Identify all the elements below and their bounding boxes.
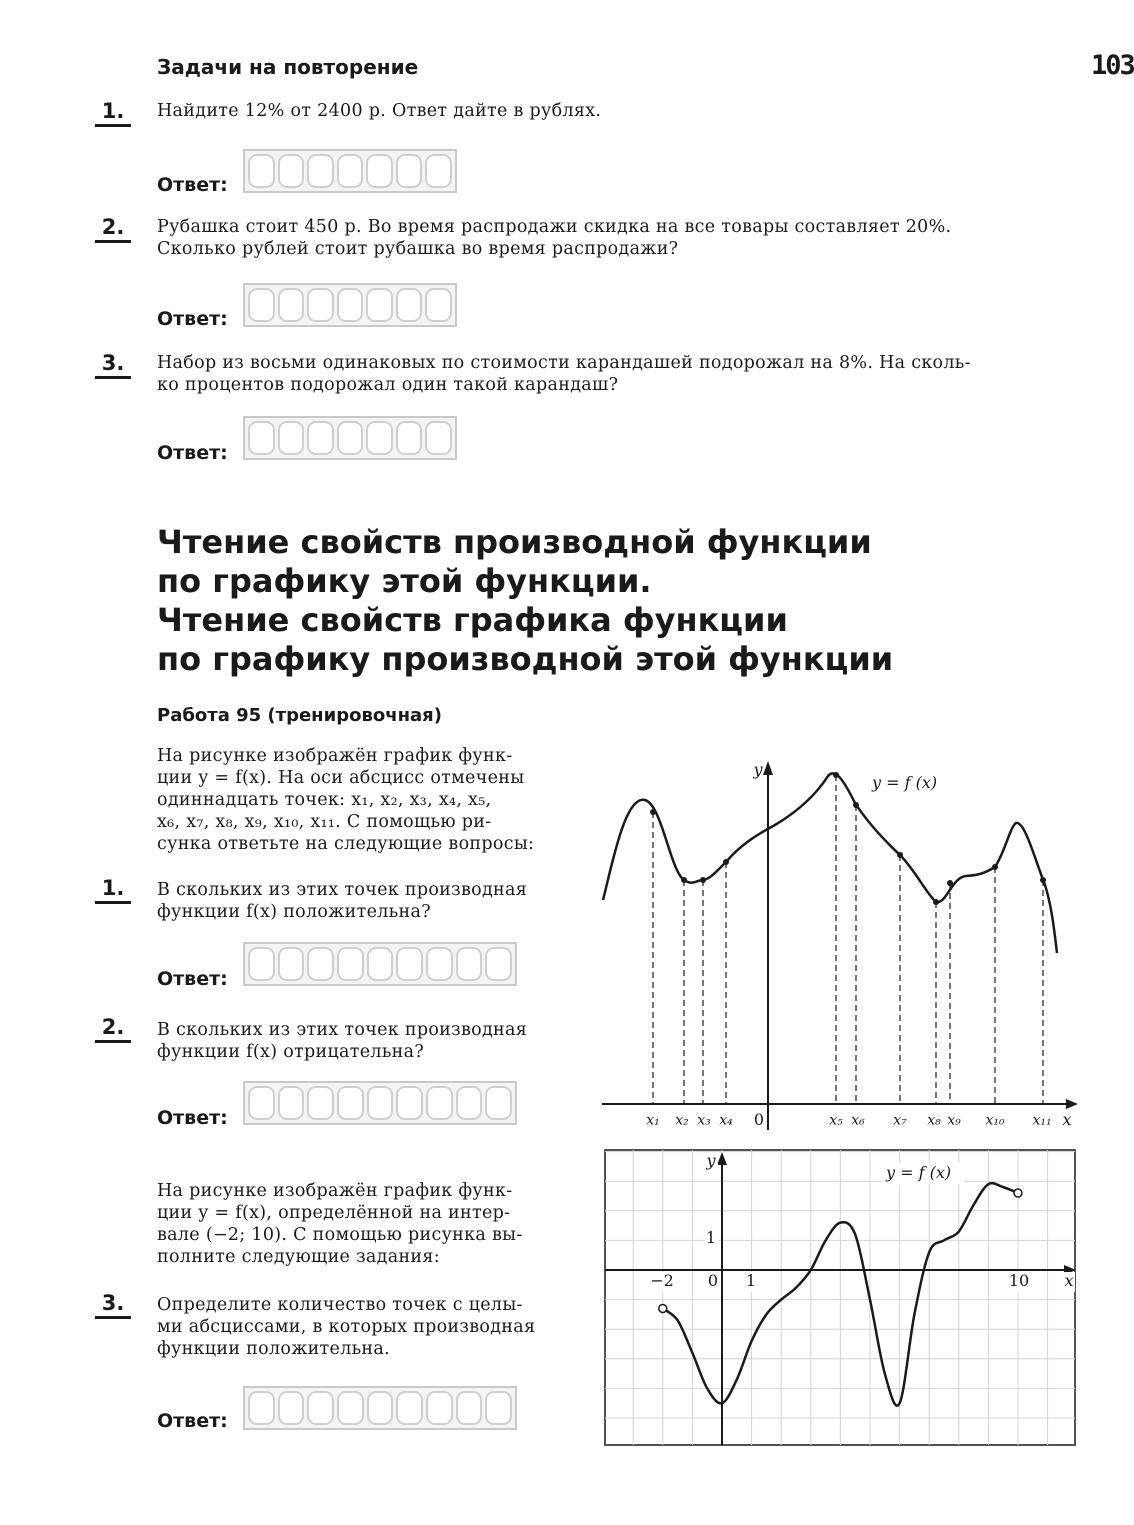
work-intro-2 — [157, 1180, 577, 1268]
answer-cell[interactable] — [426, 1391, 453, 1425]
answer-cell[interactable] — [396, 947, 423, 981]
work-intro-2-line-2: ции y = f(x), определённой на интер- — [157, 1203, 511, 1223]
graph1-point — [897, 852, 903, 858]
graph1-label-x1: x₁ — [646, 1112, 660, 1129]
review-task-3-text — [157, 352, 971, 396]
answer-cell[interactable] — [426, 947, 453, 981]
graph1-function-label: y = f (x) — [872, 773, 938, 792]
review-task-2-number: 2. — [95, 216, 131, 243]
review-answer-1-label: Ответ: — [157, 174, 228, 196]
review-answer-3-box[interactable] — [243, 416, 457, 460]
review-answer-3-label: Ответ: — [157, 442, 228, 464]
answer-cell[interactable] — [307, 947, 334, 981]
work-intro-2-line-1: На рисунке изображён график функ- — [157, 1181, 513, 1201]
answer-cell[interactable] — [367, 947, 394, 981]
work-answer-1-label: Ответ: — [157, 968, 228, 990]
answer-cell[interactable] — [396, 1086, 423, 1120]
answer-cell[interactable] — [456, 947, 483, 981]
work-task-1-text — [157, 879, 527, 923]
answer-cell[interactable] — [337, 154, 364, 188]
graph2-tick-ten: 10 — [1008, 1271, 1030, 1290]
graph1-point — [933, 899, 939, 905]
answer-cell[interactable] — [396, 1391, 423, 1425]
work-intro-1-line-3: одиннадцать точек: x₁, x₂, x₃, x₄, x₅, — [157, 790, 492, 810]
graph1-x-arrow — [1066, 1099, 1078, 1109]
answer-cell[interactable] — [248, 288, 275, 322]
answer-cell[interactable] — [485, 1391, 512, 1425]
section-title-line-3: Чтение свойств графика функции — [157, 601, 788, 639]
work-task-1-number: 1. — [95, 877, 131, 904]
answer-cell[interactable] — [337, 1391, 364, 1425]
graph2-tick-zero: 0 — [707, 1271, 719, 1290]
answer-cell[interactable] — [337, 288, 364, 322]
answer-cell[interactable] — [396, 154, 423, 188]
answer-cell[interactable] — [307, 288, 334, 322]
answer-cell[interactable] — [425, 154, 452, 188]
graph1-y-arrow — [763, 761, 773, 775]
answer-cell[interactable] — [248, 154, 275, 188]
work-intro-2-line-3: вале (−2; 10). С помощью рисунка вы- — [157, 1225, 523, 1245]
graph1-point — [681, 877, 687, 883]
answer-cell[interactable] — [456, 1086, 483, 1120]
graph2-y-label: y — [706, 1151, 716, 1170]
graph1-label-x2: x₂ — [675, 1112, 689, 1129]
graph1-label-x8: x₈ — [927, 1112, 941, 1129]
review-task-3-number: 3. — [95, 352, 131, 379]
work-task-2-line-1: В скольких из этих точек производная — [157, 1020, 528, 1040]
work-task-1-line-2: функции f(x) положительна? — [157, 902, 431, 922]
work-task-3-number: 3. — [95, 1292, 131, 1319]
work-answer-3-label: Ответ: — [157, 1410, 228, 1432]
graph1-label-x9: x₉ — [947, 1112, 961, 1129]
answer-cell[interactable] — [485, 947, 512, 981]
work-task-2-number: 2. — [95, 1016, 131, 1043]
answer-cell[interactable] — [307, 1391, 334, 1425]
review-answer-1-box[interactable] — [243, 149, 457, 193]
review-task-1-text — [157, 100, 601, 122]
section-title — [157, 523, 893, 679]
answer-cell[interactable] — [337, 947, 364, 981]
graph1-label-x3: x₃ — [697, 1112, 711, 1129]
graph2-tick-minus-two: −2 — [650, 1271, 674, 1290]
work-task-3-line-2: ми абсциссами, в которых производная — [157, 1317, 536, 1337]
work-task-3-line-3: функции положительна. — [157, 1339, 390, 1359]
work-intro-1 — [157, 745, 577, 855]
section-title-line-2: по графику этой функции. — [157, 562, 652, 600]
answer-cell[interactable] — [278, 947, 305, 981]
graph1-curve — [603, 773, 1057, 953]
work-task-3-text — [157, 1294, 535, 1360]
answer-cell[interactable] — [485, 1086, 512, 1120]
answer-cell[interactable] — [367, 1391, 394, 1425]
graph2-tick-one: 1 — [745, 1271, 757, 1290]
graph1-label-x5: x₅ — [829, 1112, 843, 1129]
work-task-3-line-1: Определите количество точек с целы- — [157, 1295, 523, 1315]
work-intro-2-line-4: полните следующие задания: — [157, 1247, 440, 1267]
graph1-x-label: x — [1062, 1110, 1072, 1129]
work-answer-3-box[interactable] — [243, 1386, 517, 1430]
work-answer-2-label: Ответ: — [157, 1107, 228, 1129]
answer-cell[interactable] — [248, 947, 275, 981]
work-task-2-line-2: функции f(x) отрицательна? — [157, 1042, 425, 1062]
graph2-open-endpoint-left — [659, 1304, 667, 1312]
answer-cell[interactable] — [337, 1086, 364, 1120]
answer-cell[interactable] — [366, 288, 393, 322]
review-task-2-line-2: Сколько рублей стоит рубашка во время распродажи? — [157, 239, 679, 259]
graph2-x-label: x — [1064, 1271, 1074, 1290]
answer-cell[interactable] — [248, 421, 275, 455]
graph1-label-x11: x₁₁ — [1032, 1112, 1052, 1129]
work-answer-2-box[interactable] — [243, 1081, 517, 1125]
work-task-2-text — [157, 1019, 527, 1063]
graph2-function-label: y = f (x) — [886, 1163, 952, 1182]
answer-cell[interactable] — [278, 1391, 305, 1425]
review-task-2-line-1: Рубашка стоит 450 р. Во время распродажи скидка на все товары составляет 20%. — [157, 217, 952, 237]
function-graph-1 — [600, 755, 1090, 1135]
review-heading: Задачи на повторение — [157, 55, 419, 79]
section-title-line-4: по графику производной этой функции — [157, 640, 894, 678]
function-graph-2 — [600, 1145, 1080, 1450]
graph2-tick-y-one: 1 — [705, 1228, 717, 1247]
answer-cell[interactable] — [337, 421, 364, 455]
answer-cell[interactable] — [278, 154, 305, 188]
answer-cell[interactable] — [426, 1086, 453, 1120]
page-number: 103 — [1091, 50, 1134, 81]
answer-cell[interactable] — [248, 1086, 275, 1120]
graph1-label-x7: x₇ — [893, 1112, 907, 1129]
review-task-3-line-2: ко процентов подорожал один такой карандаш? — [157, 375, 619, 395]
graph1-point — [700, 877, 706, 883]
graph1-y-label: y — [753, 760, 763, 779]
answer-cell[interactable] — [396, 421, 423, 455]
graph1-point — [992, 864, 998, 870]
graph1-origin-label: 0 — [753, 1110, 765, 1129]
review-task-1-number: 1. — [95, 100, 131, 127]
review-task-3-line-1: Набор из восьми одинаковых по стоимости карандашей подорожал на 8%. На сколь- — [157, 353, 971, 373]
answer-cell[interactable] — [367, 1086, 394, 1120]
work-intro-1-line-1: На рисунке изображён график функ- — [157, 746, 513, 766]
work-intro-1-line-2: ции y = f(x). На оси абсцисс отмечены — [157, 768, 525, 788]
answer-cell[interactable] — [248, 1391, 275, 1425]
answer-cell[interactable] — [425, 421, 452, 455]
answer-cell[interactable] — [425, 288, 452, 322]
graph1-point — [1040, 877, 1046, 883]
graph1-point — [723, 859, 729, 865]
answer-cell[interactable] — [307, 1086, 334, 1120]
answer-cell[interactable] — [278, 288, 305, 322]
work-intro-1-line-4: x₆, x₇, x₈, x₉, x₁₀, x₁₁. С помощью ри- — [157, 812, 492, 832]
graph1-point — [650, 809, 656, 815]
review-task-2-text — [157, 216, 951, 260]
answer-cell[interactable] — [396, 288, 423, 322]
graph1-point — [947, 880, 953, 886]
answer-cell[interactable] — [307, 421, 334, 455]
graph1-label-x6: x₆ — [851, 1112, 865, 1129]
answer-cell[interactable] — [456, 1391, 483, 1425]
review-task-1-line-1: Найдите 12% от 2400 р. Ответ дайте в рублях. — [157, 101, 602, 121]
answer-cell[interactable] — [366, 154, 393, 188]
graph1-label-x10: x₁₀ — [985, 1112, 1005, 1129]
work-intro-1-line-5: сунка ответьте на следующие вопросы: — [157, 834, 535, 854]
answer-cell[interactable] — [307, 154, 334, 188]
graph1-point — [833, 772, 839, 778]
work-task-1-line-1: В скольких из этих точек производная — [157, 880, 528, 900]
answer-cell[interactable] — [278, 1086, 305, 1120]
answer-cell[interactable] — [366, 421, 393, 455]
work-answer-1-box[interactable] — [243, 942, 517, 986]
answer-cell[interactable] — [278, 421, 305, 455]
review-answer-2-label: Ответ: — [157, 308, 228, 330]
graph1-label-x4: x₄ — [719, 1112, 733, 1129]
review-answer-2-box[interactable] — [243, 283, 457, 327]
section-title-line-1: Чтение свойств производной функции — [157, 523, 872, 561]
work-title: Работа 95 (тренировочная) — [157, 705, 442, 726]
graph1-point — [853, 802, 859, 808]
graph2-open-endpoint-right — [1014, 1189, 1022, 1197]
